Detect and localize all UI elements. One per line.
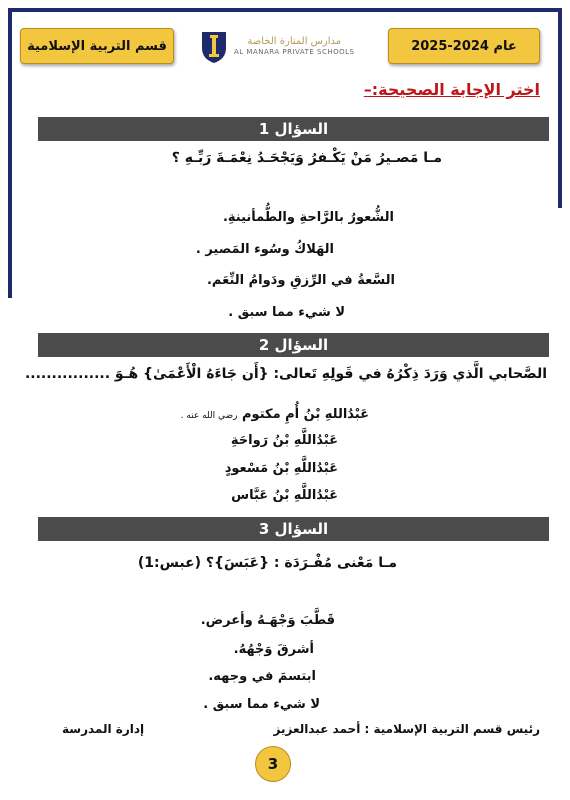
school-crest-icon	[200, 28, 228, 64]
question-1-option-4: لا شيء مما سبق .	[228, 305, 345, 320]
page-border-right	[558, 8, 562, 208]
question-3-option-3: ابتسمَ في وجهه.	[208, 669, 316, 684]
school-administration-label: إدارة المدرسة	[62, 722, 145, 736]
question-2-header: السؤال 2	[38, 333, 549, 357]
question-3-option-4: لا شيء مما سبق .	[203, 697, 320, 712]
question-3-option-2: أشرقَ وَجْهُهُ.	[233, 642, 314, 657]
question-1-option-1: الشُّعورُ بالرَّاحةِ والطُّمأنينةِ.	[222, 210, 394, 225]
question-2-option-1-label: عَبْدُاللهِ بْنُ أُمِ مكتوم	[242, 407, 369, 422]
school-logo	[200, 24, 370, 68]
question-1-option-2: الهَلاكُ وسُوء المَصير .	[195, 242, 334, 257]
page-border-top	[8, 8, 560, 12]
question-2-option-3: عَبْدُاللَّهِ بْنُ مَسْعودٍ	[224, 461, 338, 476]
page-number: 3	[255, 746, 291, 782]
question-1-option-3: السَّعةُ في الرِّزقِ ودَوامُ النِّعَم.	[206, 273, 395, 288]
page-border-left	[8, 8, 12, 298]
year-label: عام 2024-2025	[388, 28, 540, 64]
question-3-header: السؤال 3	[38, 517, 549, 541]
department-label: قسم التربية الإسلامية	[20, 28, 174, 64]
question-3-text: مـا مَعْنى مُفْـرَدَة : {عَبَسَ}؟ (عبس:1)	[137, 555, 397, 571]
question-3-option-1: قَطَّبَ وَجْهَـهُ وأعرض.	[200, 613, 335, 628]
question-2-option-2: عَبْدُاللَّهِ بْنُ رَواحَةِ	[230, 433, 338, 448]
logo-english-name: AL MANARA PRIVATE SCHOOLS	[234, 47, 355, 56]
question-2-option-4: عَبْدُاللَّهِ بْنُ عَبَّاس	[231, 488, 338, 503]
question-1-text: مـا مَصـيرُ مَنْ يَكْـفرُ وَيَجْحَـدُ نِعْمَـةَ رَبِّـهِ ؟	[171, 150, 442, 166]
question-1-header: السؤال 1	[38, 117, 549, 141]
question-2-option-1	[181, 407, 369, 422]
instruction-heading: اختر الإجابة الصحيحة:–	[363, 80, 540, 99]
department-head-signature-line: رئيس قسم التربية الإسلامية : أحمد عبدالعزيز	[273, 722, 540, 736]
logo-arabic-name: مدارس المنارة الخاصة	[247, 35, 342, 47]
question-2-text: الصَّحابي الَّذي وَرَدَ ذِكْرُهُ في قَولِهِ تَعالى: {أَن جَاءَهُ الْأَعْمَىٰ} هُـوَ ................	[24, 366, 547, 382]
question-2-option-1-honorific: رضي الله عنه .	[180, 411, 238, 421]
